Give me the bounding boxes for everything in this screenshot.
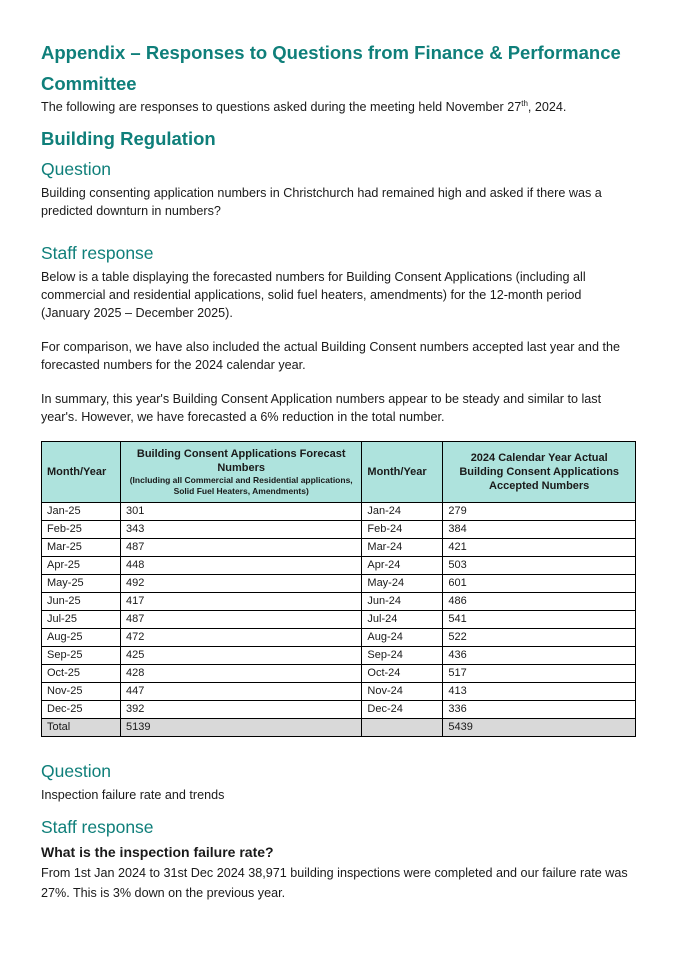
cell-actual-value: 522 xyxy=(443,629,636,647)
cell-month-2024: Sep-24 xyxy=(362,647,443,665)
cell-month-2025: Jun-25 xyxy=(42,593,121,611)
cell-forecast-value: 343 xyxy=(120,521,361,539)
cell-forecast-value: 301 xyxy=(120,503,361,521)
table-row xyxy=(42,503,636,521)
table-row xyxy=(42,701,636,719)
total-cell-forecast-value: 5139 xyxy=(120,719,361,737)
consent-numbers-table xyxy=(41,441,636,737)
document-body xyxy=(41,38,636,426)
cell-forecast-value: 492 xyxy=(120,575,361,593)
table-row xyxy=(42,683,636,701)
table-row xyxy=(42,665,636,683)
table-row xyxy=(42,557,636,575)
cell-actual-value: 336 xyxy=(443,701,636,719)
cell-actual-value: 279 xyxy=(443,503,636,521)
question2-label: Question xyxy=(41,761,112,781)
cell-forecast-value: 487 xyxy=(120,611,361,629)
header-forecast-numbers: Building Consent Applications Forecast Numbers (Including all Commercial and Residential applications, Solid Fuel Heaters, Amendments) xyxy=(120,442,361,503)
response-para3-line1: In summary, this year's Building Consent Application numbers appear to be steady and similar to last xyxy=(41,392,602,406)
intro-text: The following are responses to questions asked during the meeting held November 27th, 2024. xyxy=(41,98,567,114)
failure-rate-line1: From 1st Jan 2024 to 31st Dec 2024 38,971 building inspections were completed and our failure rate was xyxy=(41,866,628,880)
header-month-year-2024: Month/Year xyxy=(362,442,443,503)
total-cell-month-2024 xyxy=(362,719,443,737)
cell-month-2025: Jan-25 xyxy=(42,503,121,521)
appendix-heading-line2: Committee xyxy=(41,73,137,94)
cell-month-2025: Nov-25 xyxy=(42,683,121,701)
table-row xyxy=(42,647,636,665)
cell-actual-value: 413 xyxy=(443,683,636,701)
response-para1-line3: (January 2025 – December 2025). xyxy=(41,306,233,320)
cell-month-2024: Jun-24 xyxy=(362,593,443,611)
failure-rate-subheading: What is the inspection failure rate? xyxy=(41,844,274,860)
cell-actual-value: 541 xyxy=(443,611,636,629)
cell-month-2024: Mar-24 xyxy=(362,539,443,557)
cell-month-2024: Dec-24 xyxy=(362,701,443,719)
cell-month-2025: Mar-25 xyxy=(42,539,121,557)
cell-month-2024: Jan-24 xyxy=(362,503,443,521)
staff-response2-label: Staff response xyxy=(41,817,154,837)
staff-response-label: Staff response xyxy=(41,243,154,263)
response-para1-line1: Below is a table displaying the forecasted numbers for Building Consent Applications (including all xyxy=(41,270,586,284)
cell-actual-value: 421 xyxy=(443,539,636,557)
cell-month-2025: May-25 xyxy=(42,575,121,593)
table-row xyxy=(42,539,636,557)
cell-actual-value: 503 xyxy=(443,557,636,575)
table-row xyxy=(42,611,636,629)
cell-actual-value: 517 xyxy=(443,665,636,683)
failure-rate-line2: 27%. This is 3% down on the previous year. xyxy=(41,886,286,900)
table-row xyxy=(42,593,636,611)
cell-forecast-value: 447 xyxy=(120,683,361,701)
cell-month-2024: Apr-24 xyxy=(362,557,443,575)
table-total-row xyxy=(42,719,636,737)
cell-month-2024: May-24 xyxy=(362,575,443,593)
total-cell-actual-value: 5439 xyxy=(443,719,636,737)
response-para2-line2: forecasted numbers for the 2024 calendar year. xyxy=(41,358,306,372)
response-para3-line2: year's. However, we have forecasted a 6% reduction in the total number. xyxy=(41,410,445,424)
header-month-year-2025: Month/Year xyxy=(42,442,121,503)
cell-month-2024: Oct-24 xyxy=(362,665,443,683)
cell-month-2025: Jul-25 xyxy=(42,611,121,629)
total-cell-month-2025: Total xyxy=(42,719,121,737)
cell-actual-value: 384 xyxy=(443,521,636,539)
response-para2-line1: For comparison, we have also included the actual Building Consent numbers accepted last year and the xyxy=(41,340,620,354)
question2-text: Inspection failure rate and trends xyxy=(41,788,225,802)
cell-forecast-value: 448 xyxy=(120,557,361,575)
response-para1-line2: commercial and residential applications, solid fuel heaters, amendments) for the 12-month period xyxy=(41,288,582,302)
table-row xyxy=(42,575,636,593)
cell-month-2024: Nov-24 xyxy=(362,683,443,701)
cell-forecast-value: 487 xyxy=(120,539,361,557)
cell-forecast-value: 428 xyxy=(120,665,361,683)
cell-forecast-value: 472 xyxy=(120,629,361,647)
cell-month-2025: Apr-25 xyxy=(42,557,121,575)
cell-month-2025: Feb-25 xyxy=(42,521,121,539)
cell-month-2024: Aug-24 xyxy=(362,629,443,647)
cell-month-2025: Aug-25 xyxy=(42,629,121,647)
cell-actual-value: 601 xyxy=(443,575,636,593)
table-row xyxy=(42,629,636,647)
cell-month-2025: Dec-25 xyxy=(42,701,121,719)
cell-forecast-value: 392 xyxy=(120,701,361,719)
cell-forecast-value: 425 xyxy=(120,647,361,665)
table-row xyxy=(42,521,636,539)
second-question-block xyxy=(41,759,636,902)
appendix-heading-line1: Appendix – Responses to Questions from Finance & Performance xyxy=(41,42,621,63)
cell-month-2025: Oct-25 xyxy=(42,665,121,683)
question-text-line2: predicted downturn in numbers? xyxy=(41,204,221,218)
question-text-line1: Building consenting application numbers in Christchurch had remained high and asked if there was a xyxy=(41,186,602,200)
cell-month-2025: Sep-25 xyxy=(42,647,121,665)
table-body xyxy=(42,503,636,737)
question-label: Question xyxy=(41,159,112,179)
cell-month-2024: Jul-24 xyxy=(362,611,443,629)
header-actual-numbers: 2024 Calendar Year Actual Building Consent Applications Accepted Numbers xyxy=(443,442,636,503)
cell-actual-value: 486 xyxy=(443,593,636,611)
cell-month-2024: Feb-24 xyxy=(362,521,443,539)
table-header-row xyxy=(42,442,636,503)
section-title: Building Regulation xyxy=(41,128,216,149)
cell-forecast-value: 417 xyxy=(120,593,361,611)
cell-actual-value: 436 xyxy=(443,647,636,665)
